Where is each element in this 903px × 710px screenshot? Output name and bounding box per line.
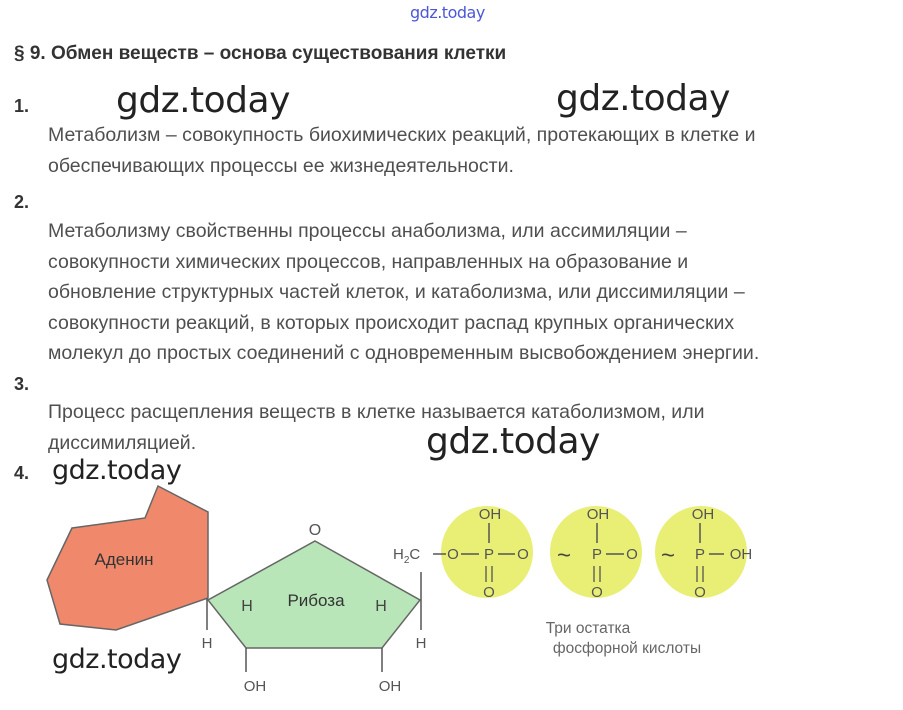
bridge-oxygen-1: O xyxy=(447,546,459,563)
double-oxygen-1: O xyxy=(483,584,495,601)
item-number-3: 3. xyxy=(14,374,30,394)
answer-2-line: совокупности химических процессов, направленных на образование и xyxy=(48,250,689,273)
answer-2-line: молекул до простых соединений с одновременным высвобождением энергии. xyxy=(48,342,760,364)
ch2-group: $H_2C$ xyxy=(393,546,421,566)
answer-3-line: диссимиляцией. xyxy=(48,431,197,454)
phosphorus-1: P xyxy=(483,546,495,563)
oxygen-1: O xyxy=(517,546,529,563)
oxygen-2: O xyxy=(626,546,638,563)
ribose-h-c4: H xyxy=(415,635,427,652)
answer-3-line: Процесс расщепления веществ в клетке называется катаболизмом, или xyxy=(48,401,705,423)
ribose-oh-left: OH xyxy=(243,678,267,695)
phosphate-caption-line1: Три остатка xyxy=(545,620,631,637)
watermark: gdz.today xyxy=(52,644,182,675)
high-energy-bond-2: ~ xyxy=(660,542,676,569)
double-oxygen-3: O xyxy=(694,584,706,601)
watermark: gdz.today xyxy=(426,421,600,462)
ribose-label: Рибоза xyxy=(287,591,345,610)
hydroxyl-2: OH xyxy=(586,506,610,523)
answer-2-line: совокупности реакций, в которых происходит распад крупных органических xyxy=(48,311,735,334)
item-number-2: 2. xyxy=(14,192,30,212)
watermark: gdz.today xyxy=(116,80,290,121)
page-title: § 9. Обмен веществ – основа существования клетки xyxy=(14,43,507,64)
ribose-h-c1: H xyxy=(201,635,213,652)
phosphorus-2: P xyxy=(591,546,603,563)
phosphorus-3: P xyxy=(694,546,706,563)
ribose-h-right-inner: H xyxy=(375,598,387,615)
phosphate-caption-line2: фосфорной кислоты xyxy=(552,640,702,657)
ribose-h-left-inner: H xyxy=(241,598,253,615)
terminal-hydroxyl: OH xyxy=(729,546,753,563)
hydroxyl-1: OH xyxy=(478,506,502,523)
answer-2-line: обновление структурных частей клеток, и катаболизма, или диссимиляции – xyxy=(48,281,745,303)
double-oxygen-2: O xyxy=(591,584,603,601)
item-number-1: 1. xyxy=(14,96,30,116)
ribose-oh-right: OH xyxy=(378,678,402,695)
hydroxyl-3: OH xyxy=(691,506,715,523)
adenine-label: Аденин xyxy=(94,550,154,569)
answer-2-line: Метаболизму свойственны процессы анаболизма, или ассимиляции – xyxy=(48,220,687,242)
answer-1-line: обеспечивающих процессы ее жизнедеятельности. xyxy=(48,154,514,177)
site-logo[interactable]: gdz.today xyxy=(410,3,485,22)
ring-oxygen: O xyxy=(308,522,322,539)
item-number-4: 4. xyxy=(14,463,30,483)
watermark: gdz.today xyxy=(52,455,182,486)
answer-1-line: Метаболизм – совокупность биохимических реакций, протекающих в клетке и xyxy=(48,124,756,146)
high-energy-bond-1: ~ xyxy=(556,542,572,569)
watermark: gdz.today xyxy=(556,78,730,119)
